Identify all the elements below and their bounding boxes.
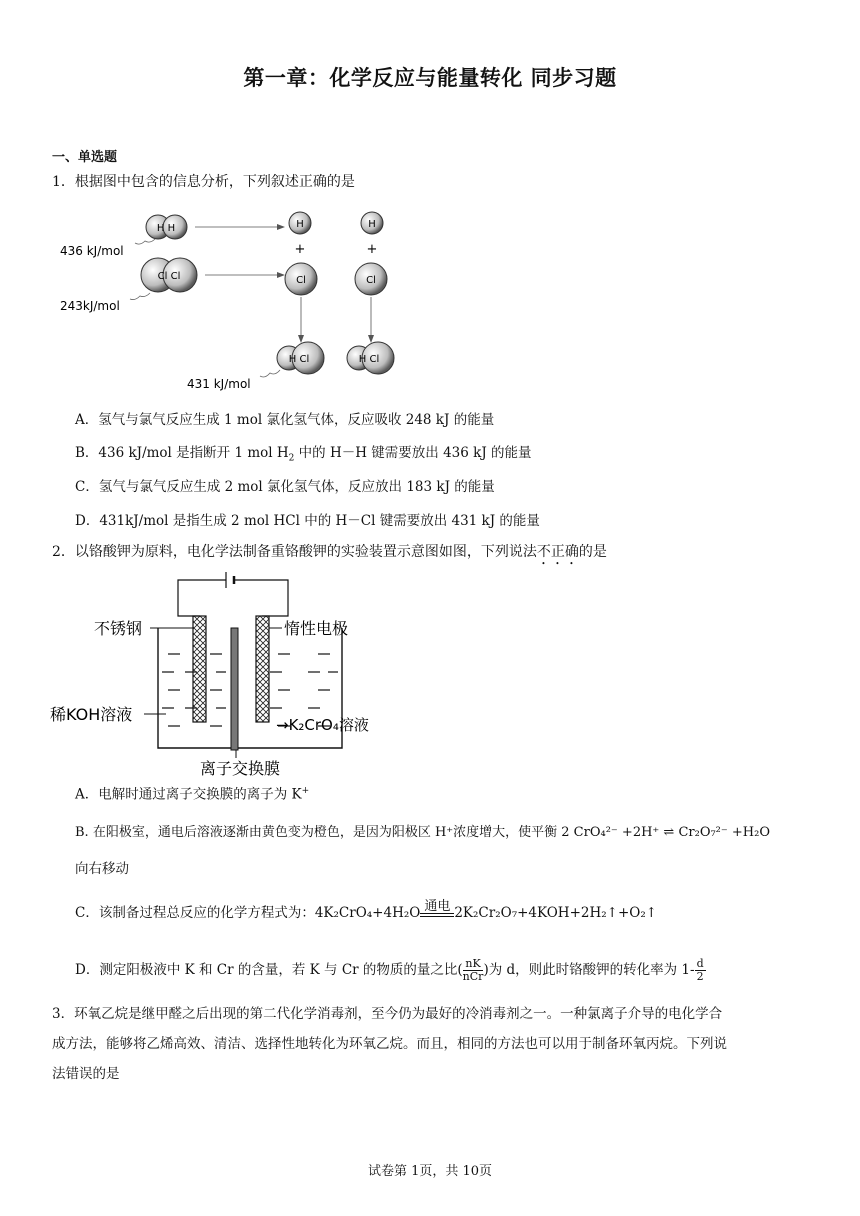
question-2-option-c: C．该制备过程总反应的化学方程式为：4K₂CrO₄+4H₂O 通电 2K₂Cr₂O₇+4KOH+2H₂↑+O₂↑ [75, 899, 658, 921]
h2-molecule [146, 215, 187, 239]
conversion-fraction: $\frac{d}{2}$ [696, 957, 704, 983]
question-3-line-3: 法错误的是 [52, 1066, 120, 1082]
inert-electrode [256, 616, 269, 722]
svg-text:H Cl: H Cl [288, 354, 310, 365]
battery [178, 572, 288, 616]
cl-atom-1 [285, 263, 317, 295]
question-2-stem: 2．以铬酸钾为原料，电化学法制备重铬酸钾的实验装置示意图如图，下列说法不正确的是 [52, 544, 607, 560]
question-2-option-b: B. 在阳极室，通电后溶液逐渐由黄色变为橙色，是因为阳极区 H⁺浓度增大，使平衡 2 CrO₄²⁻ +2H⁺ ⇌ Cr₂O₇²⁻ +H₂O [75, 825, 770, 840]
section-heading: 一、单选题 [52, 150, 118, 165]
reaction-arrow-electrolysis: 通电 [420, 900, 454, 923]
question-3-line-2: 成方法，能够将乙烯高效、清洁、选择性地转化为环氧乙烷。而且，相同的方法也可以用于制备环氧丙烷。下列说 [52, 1036, 727, 1052]
energy-label-hcl: 431 kJ/mol [187, 377, 251, 391]
question-1-option-b: B．436 kJ/mol 是指断开 1 mol $H_2$ 中的 H－H 键需要放出 436 kJ 的能量 [75, 445, 532, 464]
svg-text:H: H [368, 219, 376, 230]
bond-energy-figure [55, 205, 415, 395]
stainless-steel-electrode [193, 616, 206, 722]
ion-exchange-membrane [231, 628, 238, 750]
question-3-line-1: 3．环氧乙烷是继甲醛之后出现的第二代化学消毒剂，至今仍为最好的冷消毒剂之一。一种氯离子介导的电化学合 [52, 1006, 723, 1022]
plus-sign: + [366, 242, 378, 257]
label-membrane: 离子交换膜 [200, 759, 281, 778]
label-koh-solution: 稀KOH溶液 [50, 705, 133, 724]
question-1-option-c: C．氢气与氯气反应生成 2 mol 氯化氢气体，反应放出 183 kJ 的能量 [75, 479, 495, 495]
hcl-molecule-1 [277, 342, 324, 374]
page-footer: 试卷第 1页，共 10页 [367, 1164, 493, 1179]
question-1-option-d: D．431kJ/mol 是指生成 2 mol HCl 中的 H－Cl 键需要放出 431 kJ 的能量 [75, 513, 540, 529]
question-2-option-a: A．电解时通过离子交换膜的离子为 K+ [75, 786, 310, 803]
electrolysis-apparatus-figure [50, 568, 410, 778]
h-atom-2 [361, 212, 383, 234]
question-1-stem: 1．根据图中包含的信息分析，下列叙述正确的是 [52, 174, 355, 190]
svg-text:Cl Cl: Cl Cl [157, 271, 181, 282]
question-1-option-a: A．氢气与氯气反应生成 1 mol 氯化氢气体，反应吸收 248 kJ 的能量 [75, 412, 495, 428]
cl2-molecule [141, 258, 197, 292]
energy-label-clcl: 243kJ/mol [60, 299, 120, 313]
question-2-option-b-cont: 向右移动 [75, 861, 129, 877]
label-stainless-steel: 不锈钢 [94, 619, 143, 638]
label-k2cro4-solution: →K₂CrO₄溶液 [276, 716, 369, 734]
hcl-molecule-2 [347, 342, 394, 374]
ratio-fraction: $\frac{nK}{\text{nCr}}$ [462, 957, 484, 983]
question-2-option-d: D．测定阳极液中 K 和 Cr 的含量，若 K 与 Cr 的物质的量之比( $\frac{nK}{\text{nCr}}$ )为 d，则此时铬酸钾的转化率为 1- $\frac{d}{2}$ [75, 957, 704, 983]
svg-text:H: H [296, 219, 304, 230]
plus-sign: + [294, 242, 306, 257]
cl-atom-2 [355, 263, 387, 295]
svg-text:H Cl: H Cl [358, 354, 380, 365]
page-title: 第一章：化学反应与能量转化 同步习题 [243, 66, 617, 90]
energy-label-hh: 436 kJ/mol [60, 244, 124, 258]
svg-text:H H: H H [156, 223, 176, 234]
h-atom-1 [289, 212, 311, 234]
svg-text:Cl: Cl [296, 275, 306, 286]
svg-text:Cl: Cl [366, 275, 376, 286]
label-inert-electrode: 惰性电极 [284, 619, 349, 638]
